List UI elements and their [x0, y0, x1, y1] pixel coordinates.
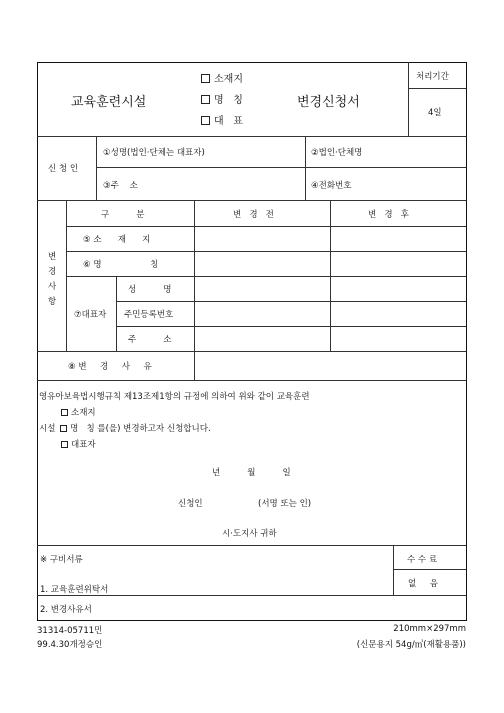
changes-section-char-1: 변 — [48, 252, 57, 262]
docs-top-line — [37, 545, 466, 546]
applicant-bottom-line — [37, 200, 466, 201]
docs-bottom-line — [37, 595, 466, 596]
row-name-label: ⑥ 명 칭 — [83, 260, 159, 270]
body-rep-label: 대표자 — [71, 440, 96, 450]
body-location-checkbox[interactable] — [61, 409, 68, 416]
frame-top — [37, 62, 467, 63]
changes-row-line-2 — [66, 276, 466, 277]
applicant-section-divider — [96, 136, 97, 200]
changes-label-divider — [194, 200, 195, 380]
docs-title: ※ 구비서류 — [40, 555, 83, 565]
body-line-1: 영유아보육법시행규칙 제13조제1항의 규정에 의하여 위와 같이 교육훈련 — [39, 392, 310, 402]
name-option-label: 명 칭 — [214, 95, 243, 106]
body-name-checkbox[interactable] — [60, 425, 67, 432]
body-name-label: 명 칭 — [70, 424, 95, 434]
frame-left — [37, 62, 38, 620]
row-rep-addr-label: 주 소 — [128, 335, 172, 345]
header-category: 구 분 — [101, 210, 145, 220]
addressee: 시·도지사 귀하 — [222, 529, 277, 539]
body-location-label: 소재지 — [71, 408, 96, 418]
changes-row-line-4 — [116, 326, 466, 327]
name-checkbox[interactable] — [201, 95, 210, 104]
header-before: 변 경 전 — [233, 210, 274, 220]
processing-label: 처리기간 — [416, 72, 449, 82]
frame-bottom — [37, 620, 467, 621]
docs-item-1: 1. 교육훈련위탁서 — [40, 585, 109, 595]
applicant-sign-label: 신청인 — [178, 499, 203, 509]
processing-sep — [408, 88, 466, 89]
body-option-rep — [61, 438, 96, 450]
row-rep-id-label: 주민등록번호 — [124, 310, 174, 320]
changes-row-line-1 — [66, 251, 466, 252]
title-option-rep[interactable] — [201, 112, 243, 127]
processing-value: 4일 — [428, 108, 442, 118]
body-rep-checkbox[interactable] — [61, 441, 68, 448]
row-rep-label: ⑦대표자 — [74, 310, 107, 320]
header-after: 변 경 후 — [368, 210, 409, 220]
title-option-name[interactable] — [201, 91, 243, 106]
row-rep-name-label: 성 명 — [128, 285, 172, 295]
changes-section-char-4: 항 — [48, 297, 57, 307]
body-line2-prefix: 시설 — [39, 424, 56, 434]
changes-section-char-3: 사 — [48, 282, 57, 292]
applicant-phone-label: ④전화번호 — [311, 181, 352, 191]
applicant-mid-line — [96, 167, 466, 168]
body-line2-suffix: 를(을) 변경하고자 신청합니다. — [97, 424, 211, 434]
title-option-location[interactable] — [201, 70, 243, 85]
title-bottom-line — [37, 136, 466, 137]
applicant-address-label: ③주 소 — [103, 181, 138, 191]
footer-code: 31314-05711민 — [37, 626, 103, 636]
fee-label: 수 수 료 — [407, 555, 438, 565]
changes-header-line — [66, 226, 466, 227]
docs-item-2: 2. 변경사유서 — [40, 605, 92, 615]
reason-bottom-line — [37, 380, 466, 381]
changes-section-char-2: 경 — [48, 267, 57, 277]
form-title-right: 변경신청서 — [297, 95, 360, 110]
fee-sep-line — [393, 569, 466, 570]
rep-subgroup-divider — [116, 276, 117, 351]
frame-right — [466, 62, 467, 620]
rep-option-label: 대 표 — [214, 116, 243, 127]
applicant-corp-label: ②법인·단체명 — [311, 148, 363, 158]
body-line-2 — [39, 422, 211, 434]
fee-divider — [393, 545, 394, 595]
signature-label: (서명 또는 인) — [258, 499, 312, 509]
footer-approval: 99.4.30개정승인 — [37, 640, 103, 650]
rep-checkbox[interactable] — [201, 116, 210, 125]
changes-bottom-line — [37, 351, 466, 352]
footer-size: 210mm×297mm — [393, 624, 466, 634]
location-option-label: 소재지 — [214, 74, 243, 85]
form-title-left: 교육훈련시설 — [71, 95, 147, 110]
footer-paper: (신문용지 54g/㎡(재활용품)) — [356, 640, 466, 650]
applicant-section-label: 신 청 인 — [48, 164, 79, 174]
processing-divider — [408, 62, 409, 136]
row-location-label: ⑤ 소 재 지 — [83, 235, 151, 245]
date-line: 년 월 일 — [212, 468, 291, 478]
body-option-location — [61, 406, 96, 418]
applicant-col-divider — [305, 136, 306, 200]
location-checkbox[interactable] — [201, 74, 210, 83]
applicant-name-label: ①성명(법인·단체는 대표자) — [103, 148, 205, 158]
fee-value: 없 음 — [408, 579, 438, 589]
changes-row-line-3 — [116, 301, 466, 302]
row-reason-label: ⑧ 변 경 사 유 — [68, 362, 152, 372]
